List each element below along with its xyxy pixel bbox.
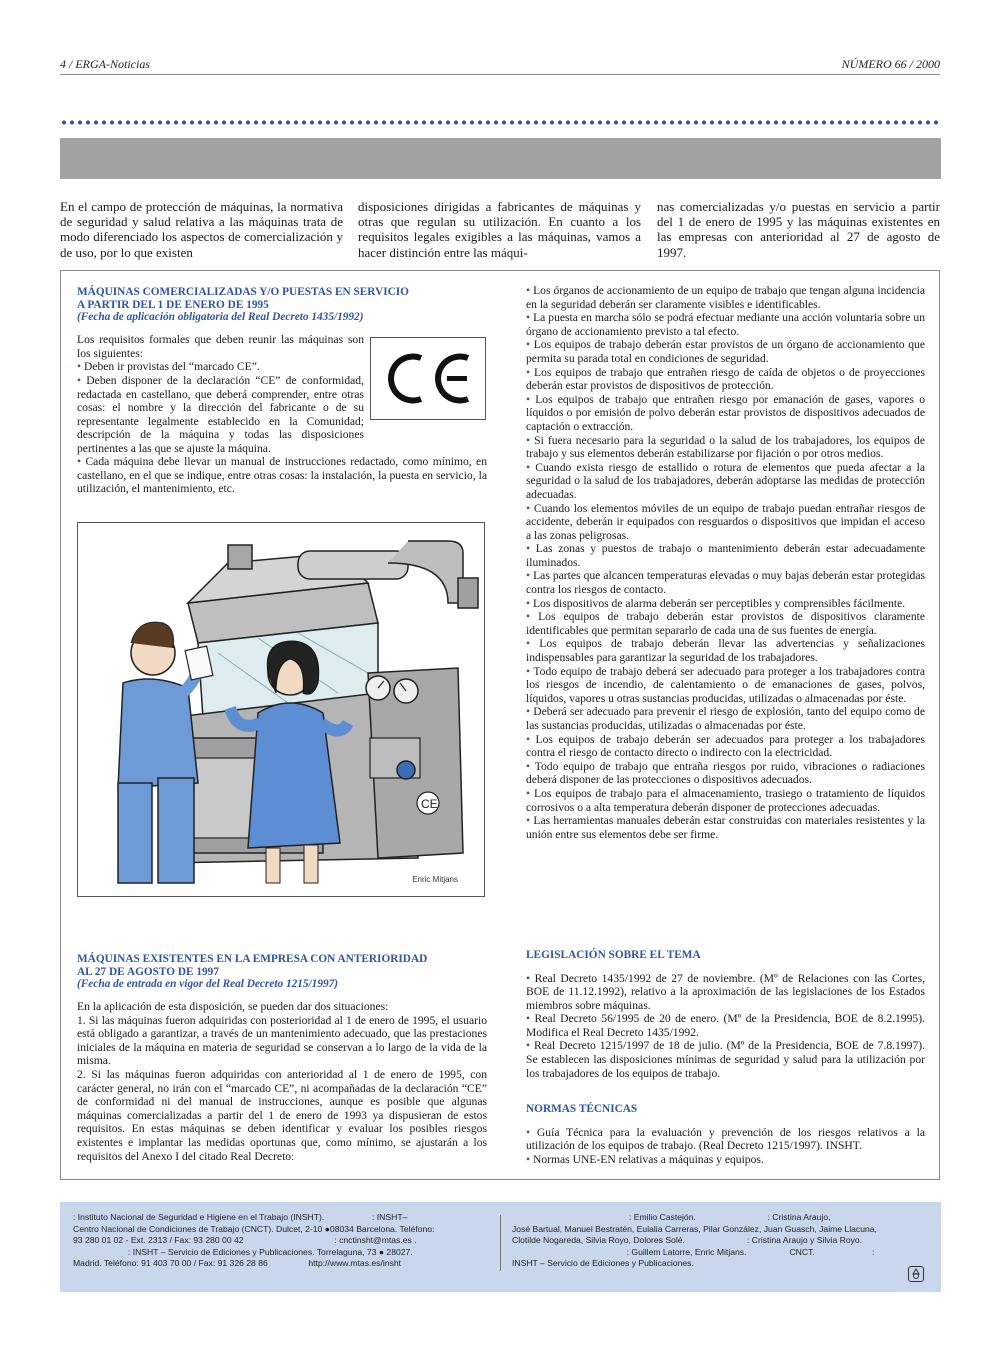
- requirement-item: • Los equipos de trabajo deberán ser adecuados para proteger a los trabajadores contra el riesgo de contacto directo o indirecto con la electricidad.: [526, 732, 925, 760]
- requirement-item: • Las partes que alcancen temperaturas elevadas o muy bajas deberán estar protegidas contra los riesgos de contacto.: [526, 569, 925, 597]
- ce-mark-icon: [371, 338, 485, 419]
- footer-line: Clotilde Nogareda, Silvia Royo, Dolores Solé. : Cristina Araujo y Silvia Royo.: [512, 1235, 863, 1245]
- bullet-icon: •: [526, 1012, 531, 1026]
- normas-title: NORMAS TÉCNICAS: [526, 1103, 638, 1115]
- normas-section: [526, 1103, 925, 1166]
- requirement-item: • Las herramientas manuales deberán estar construidas con materiales resistentes y la unión entre sus elementos debe ser firme.: [526, 814, 925, 841]
- running-header-left: 4 / ERGA-Noticias: [60, 57, 150, 71]
- section-2-paragraph-1: 1. Si las máquinas fueron adquiridas con posterioridad al 1 de enero de 1995, el usuario está obligado a garantizar, a través de un mantenimiento adecuado, que las prestaciones iniciales de la máquina en materia de seguridad se conservan a lo largo de la vida de la misma.: [77, 1013, 487, 1068]
- section-2-body: [77, 1000, 487, 1163]
- section-2-heading: [77, 953, 487, 991]
- legislacion-item: • Real Decreto 1435/1992 de 27 de noviembre. (Mº de Relaciones con las Cortes, BOE de 11.12.1992), relativo a la aproximación de las legislaciones de los Estados miembros sobre máquinas.: [526, 971, 925, 1012]
- section-1-title-line2: A PARTIR DEL 1 DE ENERO DE 1995: [77, 298, 269, 311]
- legislacion-item: • Real Decreto 56/1995 de 20 de enero. (Mº de la Presidencia, BOE de 8.2.1995). Modifica el Real Decreto 1435/1992.: [526, 1012, 925, 1039]
- ce-mark-box: [370, 337, 486, 420]
- running-header-right: NÚMERO 66 / 2000: [841, 57, 940, 71]
- bullet-icon: •: [526, 1125, 531, 1139]
- normas-item: • Normas UNE-EN relativas a máquinas y equipos.: [526, 1152, 764, 1166]
- legislacion-title: LEGISLACIÓN SOBRE EL TEMA: [526, 949, 701, 961]
- section-2-title-line2: AL 27 DE AGOSTO DE 1997: [77, 965, 219, 978]
- bullet-icon: •: [526, 732, 531, 746]
- legislacion-list: [526, 972, 925, 1081]
- intro-column-3: nas comercializadas y/o puestas en servicio a partir del 1 de enero de 1995 y las máquinas existentes en las empresas con anterioridad al 27 de agosto de 1997.: [657, 199, 940, 260]
- section-1-item: • Cada máquina debe llevar un manual de instrucciones redactado, como mínimo, en castellano, en el que se indique, entre otras cosas: la instalación, la puesta en servicio, la utilización, el mantenimiento, etc.: [77, 455, 487, 496]
- footer-line: : INSHT – Servicio de Ediciones y Publicaciones. Torrelaguna, 73 ● 28027.: [73, 1246, 413, 1257]
- bullet-icon: •: [526, 542, 531, 556]
- bullet-icon: •: [526, 365, 531, 379]
- illustration-credit: Enric Mitjans: [412, 875, 458, 884]
- intro-column-1: En el campo de protección de máquinas, la normativa de seguridad y salud relativa a las máquinas trata de modo diferenciado los aspectos de comercialización y de uso, por lo que existen: [60, 199, 343, 260]
- requirement-item: • Todo equipo de trabajo que entraña riesgos por ruido, vibraciones o radiaciones deberá disponer de las protecciones o dispositivos adecuados.: [526, 759, 925, 787]
- section-1-heading: [77, 286, 487, 324]
- footer-line: : Emilio Castejón. : Cristina Araujo,: [512, 1212, 831, 1222]
- bullet-icon: •: [526, 569, 531, 583]
- machine-workers-drawing: [78, 523, 484, 896]
- footer-line: : Guillem Latorre, Enric Mitjans. CNCT. :: [512, 1246, 875, 1257]
- section-2-intro: En la aplicación de esta disposición, se pueden dar dos situaciones:: [77, 1000, 389, 1013]
- title-band: [60, 138, 941, 179]
- requirement-item: • Los equipos de trabajo deberán llevar las advertencias y señalizaciones indispensables para garantizar la seguridad de los trabajadores.: [526, 637, 925, 665]
- requirement-item: • Los equipos de trabajo deberán estar provistos de dispositivos claramente identificables que permitan separarlo de cada una de sus fuentes de energía.: [526, 610, 925, 637]
- requirement-item: • Cuando los elementos móviles de un equipo de trabajo puedan entrañar riesgos de accidente, deberán ir equipados con resguardos o dispositivos que impidan el acceso a las zonas peligrosas.: [526, 501, 925, 542]
- requirement-item: • Cuando exista riesgo de estallido o rotura de elementos que pueda afectar a la seguridad o la salud de los trabajadores, deberán adoptarse las medidas de protección adecuadas.: [526, 460, 925, 501]
- bullet-icon: •: [526, 786, 531, 800]
- bullet-icon: •: [526, 664, 531, 678]
- requirement-item: • Si fuera necesario para la seguridad o la salud de los trabajadores, los equipos de trabajo y sus elementos deberán estabilizarse por fijación o por otros medios.: [526, 433, 925, 461]
- normas-list: [526, 1126, 925, 1167]
- footer-line: Madrid. Teléfono: 91 403 70 00 / Fax: 91 326 28 86 http://www.mtas.es/insht: [73, 1258, 402, 1268]
- requirement-item: • La puesta en marcha sólo se podrá efectuar mediante una acción voluntaria sobre un órgano de accionamiento previsto a tal efecto.: [526, 311, 925, 338]
- bullet-icon: •: [526, 460, 531, 474]
- requirement-item: • Deberá ser adecuado para prevenir el riesgo de explosión, tanto del equipo como de las sustancias producidas, utilizadas o almacenadas por éste.: [526, 705, 925, 732]
- requirement-item: • Los órganos de accionamiento de un equipo de trabajo que tengan alguna incidencia en la seguridad deberán ser claramente visibles e identificables.: [526, 284, 925, 311]
- footer-line: Centro Nacional de Condiciones de Trabajo (CNCT). Dulcet, 2-10 ●08034 Barcelona. Teléfono:: [73, 1223, 435, 1234]
- bullet-icon: •: [77, 360, 82, 374]
- requirement-item: • Los equipos de trabajo para el almacenamiento, trasiego o tratamiento de líquidos corrosivos o a alta temperatura deberán disponer de protecciones adecuadas.: [526, 786, 925, 814]
- section-2-title-line1: MÁQUINAS EXISTENTES EN LA EMPRESA CON ANTERIORIDAD: [77, 953, 428, 965]
- header-rule: [60, 74, 940, 75]
- bullet-icon: •: [526, 596, 531, 610]
- requirement-item: • Los equipos de trabajo que entrañen riesgo de caída de objetos o de proyecciones deberán estar provistos de dispositivos de protección.: [526, 365, 925, 393]
- bullet-icon: •: [526, 392, 531, 406]
- footer-line: José Bartual, Manuel Bestratén, Eulalia Carreras, Pilar González, Juan Guasch, Jaime Llacuna,: [512, 1223, 877, 1234]
- bullet-icon: •: [526, 1152, 531, 1166]
- intro-column-2: disposiciones dirigidas a fabricantes de máquinas y otras que regulan su utilización. En cuanto a los requisitos legales exigibles a las máquinas, vamos a hacer distinción entre las máqui-: [358, 199, 641, 260]
- section-1-title-line1: MÁQUINAS COMERCIALIZADAS Y/O PUESTAS EN SERVICIO: [77, 286, 409, 298]
- footer-line: : Instituto Nacional de Seguridad e Higiene en el Trabajo (INSHT). : INSHT–: [73, 1212, 408, 1222]
- section-2-subtitle: (Fecha de entrada en vigor del Real Decreto 1215/1997): [77, 978, 339, 990]
- requirement-item: • Los equipos de trabajo que entrañen riesgo por emanación de gases, vapores o líquidos o por emisión de polvo deberán estar provistos de dispositivos adecuados de captación o extracción.: [526, 392, 925, 433]
- footer-line: 93 280 01 02 - Ext. 2313 / Fax: 93 280 00 42 : cnctinsht@mtas.es .: [73, 1235, 417, 1245]
- bullet-icon: •: [526, 338, 531, 352]
- requirement-item: • Las zonas y puestos de trabajo o mantenimiento deberán estar adecuadamente iluminados.: [526, 542, 925, 569]
- bullet-icon: •: [526, 284, 531, 297]
- section-1-intro-block: [77, 333, 364, 374]
- footer-right: [512, 1212, 927, 1270]
- bullet-icon: •: [526, 433, 531, 447]
- bullet-icon: •: [526, 1039, 531, 1053]
- bullet-icon: •: [526, 501, 531, 515]
- section-1-item: • Deben ir provistas del “marcado CE”.: [77, 360, 260, 374]
- machine-illustration: [77, 522, 485, 897]
- machine-ce-label: CE: [421, 797, 438, 811]
- section-1-item-block-2: [77, 455, 487, 496]
- bullet-icon: •: [526, 971, 531, 985]
- footer-left: [73, 1212, 488, 1270]
- requirement-item: • Los equipos de trabajo deberán estar provistos de un órgano de accionamiento que permita su parada total en condiciones de seguridad.: [526, 338, 925, 365]
- bullet-icon: •: [77, 374, 82, 387]
- bullet-icon: •: [526, 814, 531, 828]
- dotted-rule: [60, 120, 940, 125]
- section-1-intro: Los requisitos formales que deben reunir las máquinas son los siguientes:: [77, 333, 364, 360]
- normas-item: • Guía Técnica para la evaluación y prevención de los riesgos relativos a la utilización de los equipos de trabajo. (Real Decreto 1215/1997). INSHT.: [526, 1125, 925, 1153]
- requirement-item: • Los dispositivos de alarma deberán ser perceptibles y comprensibles fácilmente.: [526, 596, 906, 610]
- bullet-icon: •: [77, 455, 82, 468]
- legislacion-section: [526, 949, 925, 1080]
- bullet-icon: •: [526, 311, 531, 325]
- section-1-subtitle: (Fecha de aplicación obligatoria del Real Decreto 1435/1992): [77, 311, 364, 323]
- requirement-item: • Todo equipo de trabajo deberá ser adecuado para proteger a los trabajadores contra los riesgos de incendio, de calentamiento o de emanaciones de gases, polvos, líquidos, vapores u otras sustancias producidas, utilizadas o almacenadas por éste.: [526, 664, 925, 705]
- recycle-icon: [908, 1266, 924, 1282]
- bullet-icon: •: [526, 610, 531, 624]
- footer-divider: [500, 1215, 501, 1271]
- footer-line: INSHT – Servicio de Ediciones y Publicaciones.: [512, 1258, 694, 1268]
- bullet-icon: •: [526, 759, 531, 773]
- section-1-item: • Deben disponer de la declaración “CE” de conformidad, redactada en castellano, que deberá comprender, entre otras cosas: el nombre y la dirección del fabricante o de su representante legalmente establecido en la Comunidad; descripción de la máquina y todas las disposiciones pertinentes a las que se ajuste la máquina.: [77, 374, 364, 455]
- requirements-list: [526, 284, 925, 841]
- bullet-icon: •: [526, 705, 531, 719]
- section-2-paragraph-2: 2. Si las máquinas fueron adquiridas con anterioridad al 1 de enero de 1995, con carácter general, no irán con el “marcado CE”, ni acompañadas de la declaración “CE” de conformidad ni del manual de instrucciones, aunque es posible que algunas máquinas comercializadas a partir del 1 de enero de 1993 ya dispusieran de estos requisitos. En estas máquinas se deben identificar y evaluar los posibles riesgos existentes e implantar las medidas oportunas que, como mínimo, se ajustarán a los requisitos del Anexo I del citado Real Decreto:: [77, 1067, 487, 1163]
- legislacion-item: • Real Decreto 1215/1997 de 18 de julio. (Mº de la Presidencia, BOE de 7.8.1997). Se establecen las disposiciones mínimas de seguridad y salud para la utilización por los trabajadores de los equipos de trabajo.: [526, 1039, 925, 1080]
- bullet-icon: •: [526, 637, 531, 651]
